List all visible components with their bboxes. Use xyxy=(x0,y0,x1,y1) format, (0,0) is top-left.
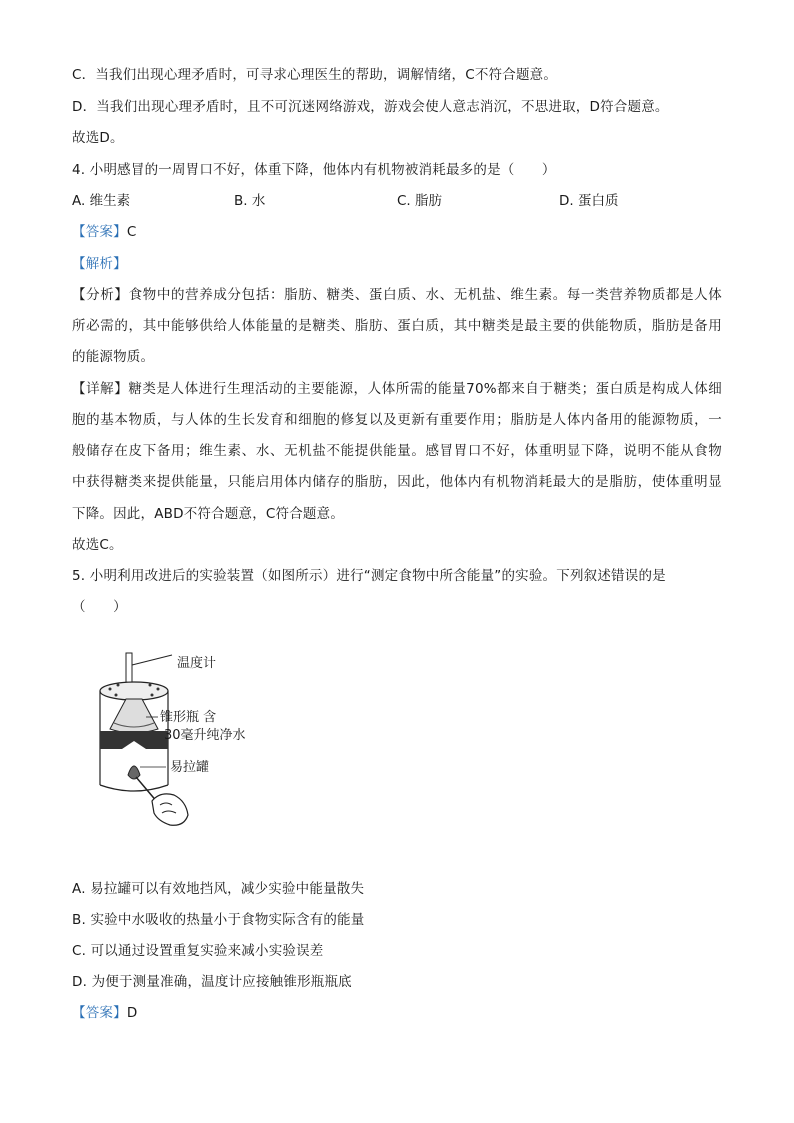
option-c: C. 可以通过设置重复实验来减小实验误差 xyxy=(72,943,324,959)
xiangjie-line: 下降。因此，ABD不符合题意，C符合题意。 xyxy=(72,506,345,522)
answer-line xyxy=(72,1005,137,1021)
xiangjie-line xyxy=(72,381,722,397)
xiangjie-line: 胞的基本物质，与人体的生长发育和细胞的修复以及更新有重要作用；脂肪是人体内备用的能源物质，一 xyxy=(72,412,722,428)
xiangjie-line: 中获得糖类来提供能量，只能启用体内储存的脂肪，因此，他体内有机物消耗最大的是脂肪，使体重明显 xyxy=(72,474,722,490)
text-line: 故选D。 xyxy=(72,130,124,146)
question-5-bracket: （ ） xyxy=(72,599,127,615)
xiangjie-text: 糖类是人体进行生理活动的主要能源，人体所需的能量70%都来自于糖类；蛋白质是构成人体细 xyxy=(128,381,722,397)
answer-tag: 【答案】 xyxy=(72,1005,127,1021)
label-flask: 锥形瓶 含 xyxy=(160,710,217,725)
xiangjie-tag: 【详解】 xyxy=(72,381,129,397)
fenxi-line xyxy=(72,287,722,303)
fenxi-text: 食物中的营养成分包括：脂肪、糖类、蛋白质、水、无机盐、维生素。每一类营养物质都是人体 xyxy=(128,287,722,303)
option-c: C. 脂肪 xyxy=(397,193,443,209)
xiangjie-line: 般储存在皮下备用；维生素、水、无机盐不能提供能量。感冒胃口不好，体重明显下降，说明不能从食物 xyxy=(72,443,722,459)
text-line: C．当我们出现心理矛盾时，可寻求心理医生的帮助，调解情绪，C不符合题意。 xyxy=(72,67,558,83)
analysis-tag: 【解析】 xyxy=(72,256,127,272)
option-a: A. 易拉罐可以有效地挡风，减少实验中能量散失 xyxy=(72,881,365,897)
answer-value: C xyxy=(126,224,137,240)
question-5-stem: 5. 小明利用改进后的实验装置（如图所示）进行“测定食物中所含能量”的实验。下列叙述错误的是 xyxy=(72,568,666,584)
label-thermometer: 温度计 xyxy=(177,656,217,671)
question-4-stem: 4. 小明感冒的一周胃口不好，体重下降，他体内有机物被消耗最多的是（ ） xyxy=(72,162,556,178)
option-b: B. 实验中水吸收的热量小于食物实际含有的能量 xyxy=(72,912,365,928)
fenxi-line: 的能源物质。 xyxy=(72,349,155,365)
fenxi-line: 所必需的，其中能够供给人体能量的是糖类、脂肪、蛋白质，其中糖类是最主要的供能物质，脂肪是备用 xyxy=(72,318,722,334)
answer-line xyxy=(72,224,136,240)
conclusion: 故选C。 xyxy=(72,537,123,553)
option-a: A. 维生素 xyxy=(72,193,131,209)
fenxi-tag: 【分析】 xyxy=(72,287,129,303)
label-can: 易拉罐 xyxy=(170,760,210,775)
answer-value: D xyxy=(126,1005,138,1021)
option-d: D. 蛋白质 xyxy=(559,193,619,209)
text-line: D．当我们出现心理矛盾时，且不可沉迷网络游戏，游戏会使人意志消沉，不思进取，D符合题意。 xyxy=(72,99,669,115)
answer-tag: 【答案】 xyxy=(72,224,127,240)
analysis-heading xyxy=(72,256,127,272)
option-d: D. 为便于测量准确，温度计应接触锥形瓶瓶底 xyxy=(72,974,352,990)
option-b: B. 水 xyxy=(234,193,266,209)
label-water: 30毫升纯净水 xyxy=(164,728,246,743)
